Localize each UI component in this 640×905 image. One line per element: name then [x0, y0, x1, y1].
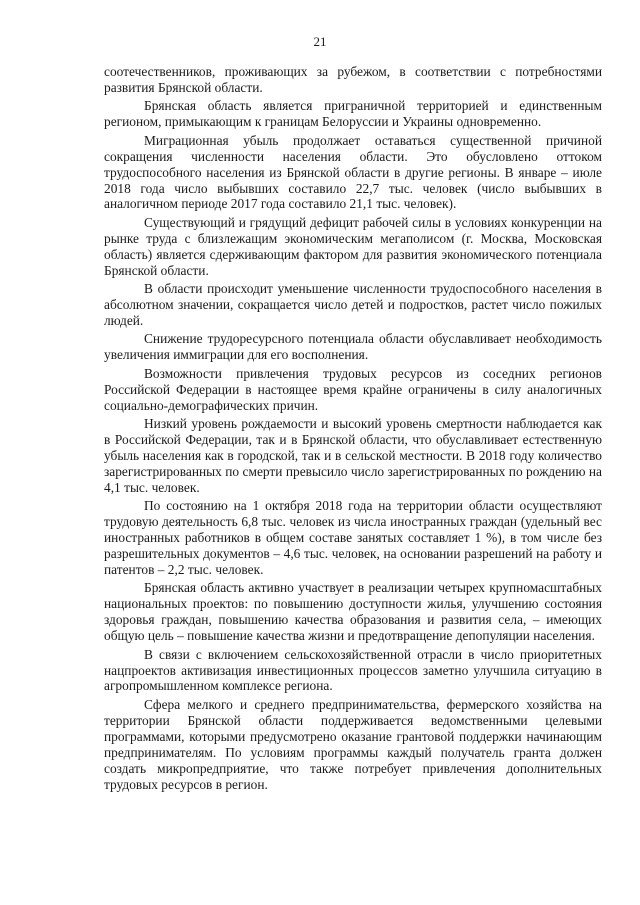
paragraph: Низкий уровень рождаемости и высокий уровень смертности наблюдается как в Российской Федерации, так и в Брянской области, что обуславливает естественную убыль населения как в городской, так и в сельской местности. В 2018 году количество зарегистрированных по смерти превысило число зарегистрированных по рождению на 4,1 тыс. человек. — [104, 416, 602, 495]
paragraph: Брянская область является приграничной территорией и единственным регионом, примыкающим к границам Белоруссии и Украины одновременно. — [104, 98, 602, 130]
page-number: 21 — [313, 34, 327, 49]
paragraph: Снижение трудоресурсного потенциала области обуславливает необходимость увеличения иммиграции для его восполнения. — [104, 331, 602, 363]
paragraph: Возможности привлечения трудовых ресурсов из соседних регионов Российской Федерации в настоящее время крайне ограничены в силу аналогичных социально-демографических причин. — [104, 365, 602, 413]
paragraph: По состоянию на 1 октября 2018 года на территории области осуществляют трудовую деятельность 6,8 тыс. человек из числа иностранных граждан (удельный вес иностранных работников в общем составе занятых составляет 1 %), в том числе без разрешительных документов – 4,6 тыс. человек, на основании разрешений на работу и патентов – 2,2 тыс. человек. — [104, 498, 602, 577]
paragraph: соотечественников, проживающих за рубежом, в соответствии с потребностями развития Брянской области. — [104, 64, 602, 95]
paragraph: В области происходит уменьшение численности трудоспособного населения в абсолютном значении, сокращается число детей и подростков, растет число пожилых людей. — [104, 281, 602, 328]
document-body — [104, 64, 602, 795]
paragraph: Существующий и грядущий дефицит рабочей силы в условиях конкуренции на рынке труда с близлежащим экономическим мегаполисом (г. Москва, Московская область) является сдерживающим фактором для развития экономического потенциала Брянской области. — [104, 214, 602, 278]
paragraph: Миграционная убыль продолжает оставаться существенной причиной сокращения численности населения области. Это обусловлено оттоком трудоспособного населения из Брянской области в другие регионы. В январе – июле 2018 года число выбывших составило 22,7 тыс. человек (число выбывших в аналогичном периоде 2017 года составило 21,1 тыс. человек). — [104, 132, 602, 212]
paragraph: Сфера мелкого и среднего предпринимательства, фермерского хозяйства на территории Брянской области поддерживается ведомственными целевыми программами, которыми предусмотрено оказание грантовой поддержки начинающим предпринимателям. По условиям программы каждый получатель гранта должен создать микропредприятие, что также потребует привлечения дополнительных трудовых ресурсов в регион. — [104, 696, 602, 792]
paragraph: В связи с включением сельскохозяйственной отрасли в число приоритетных нацпроектов активизация инвестиционных процессов заметно улучшила ситуацию в агропромышленном комплексе региона. — [104, 646, 602, 694]
paragraph: Брянская область активно участвует в реализации четырех крупномасштабных национальных проектов: по повышению доступности жилья, улучшению состояния здоровья граждан, повышению качества образования и развития села, – имеющих общую цель – повышение качества жизни и предотвращение депопуляции населения. — [104, 580, 602, 644]
